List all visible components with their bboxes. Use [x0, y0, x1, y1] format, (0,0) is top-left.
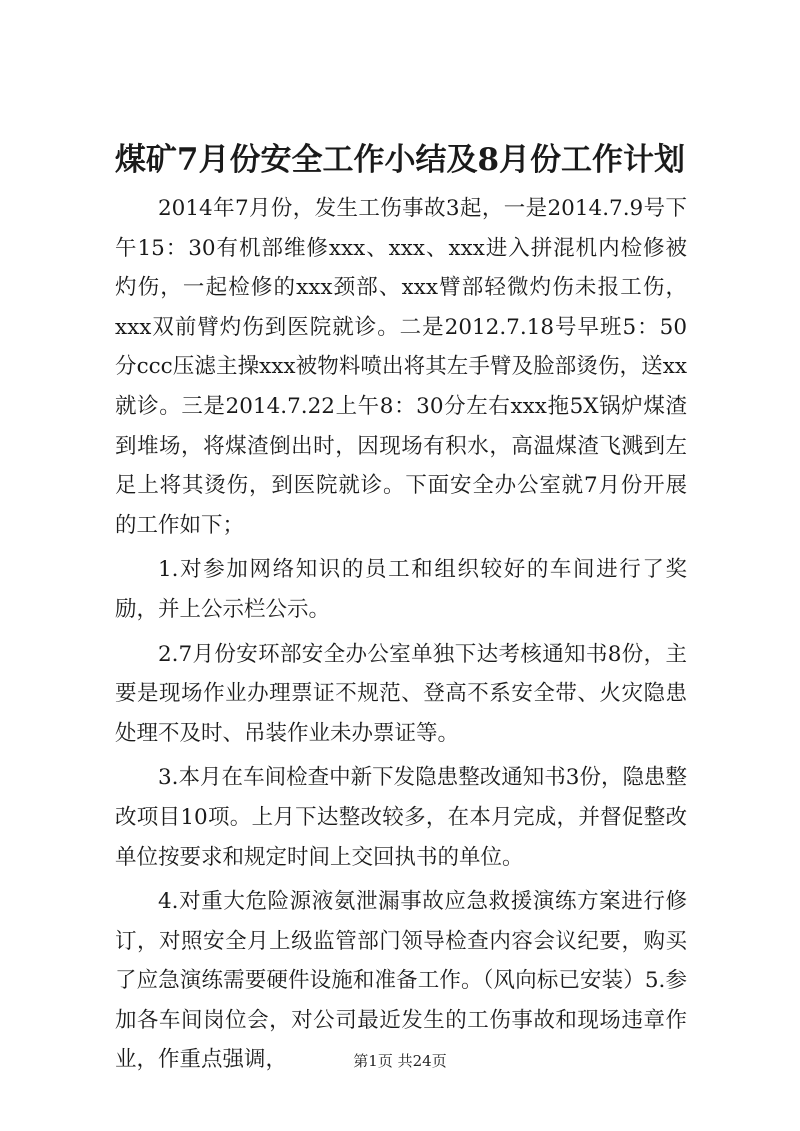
page-number-footer: 第1页 共24页 [353, 1052, 447, 1070]
document-title: 煤矿7月份安全工作小结及8月份工作计划 [114, 142, 686, 178]
paragraph-item-3: 3.本月在车间检查中新下发隐患整改通知书3份，隐患整改项目10项。上月下达整改较多，在本月完成，并督促整改单位按要求和规定时间上交回执书的单位。 [115, 765, 687, 870]
paragraph-intro: 2014年7月份，发生工伤事故3起，一是2014.7.9号下午15：30有机部维修xxx、xxx、xxx进入拼混机内检修被灼伤，一起检修的xxx颈部、xxx臂部轻微灼伤未报工伤，xxx双前臂灼伤到医院就诊。二是2012.7.18号早班5：50分ccc压滤主操xxx被物料喷出将其左手臂及脸部烫伤，送xx就诊。三是2014.7.22上午8：30分左右xxx拖5X锅炉煤渣到堆场，将煤渣倒出时，因现场有积水，高温煤渣飞溅到左足上将其烫伤，到医院就诊。下面安全办公室就7月份开展的工作如下； [115, 196, 687, 538]
paragraph-item-1: 1.对参加网络知识的员工和组织较好的车间进行了奖励，并上公示栏公示。 [115, 557, 687, 622]
paragraph-item-4: 4.对重大危险源液氨泄漏事故应急救援演练方案进行修订，对照安全月上级监管部门领导检查内容会议纪要，购买了应急演练需要硬件设施和准备工作。（风向标已安装）5.参加各车间岗位会，对公司最近发生的工伤事故和现场违章作业，作重点强调， [115, 889, 687, 1073]
paragraph-item-2: 2.7月份安环部安全办公室单独下达考核通知书8份，主要是现场作业办理票证不规范、登高不系安全带、火灾隐患处理不及时、吊装作业未办票证等。 [115, 641, 687, 746]
document-body [115, 189, 687, 1080]
